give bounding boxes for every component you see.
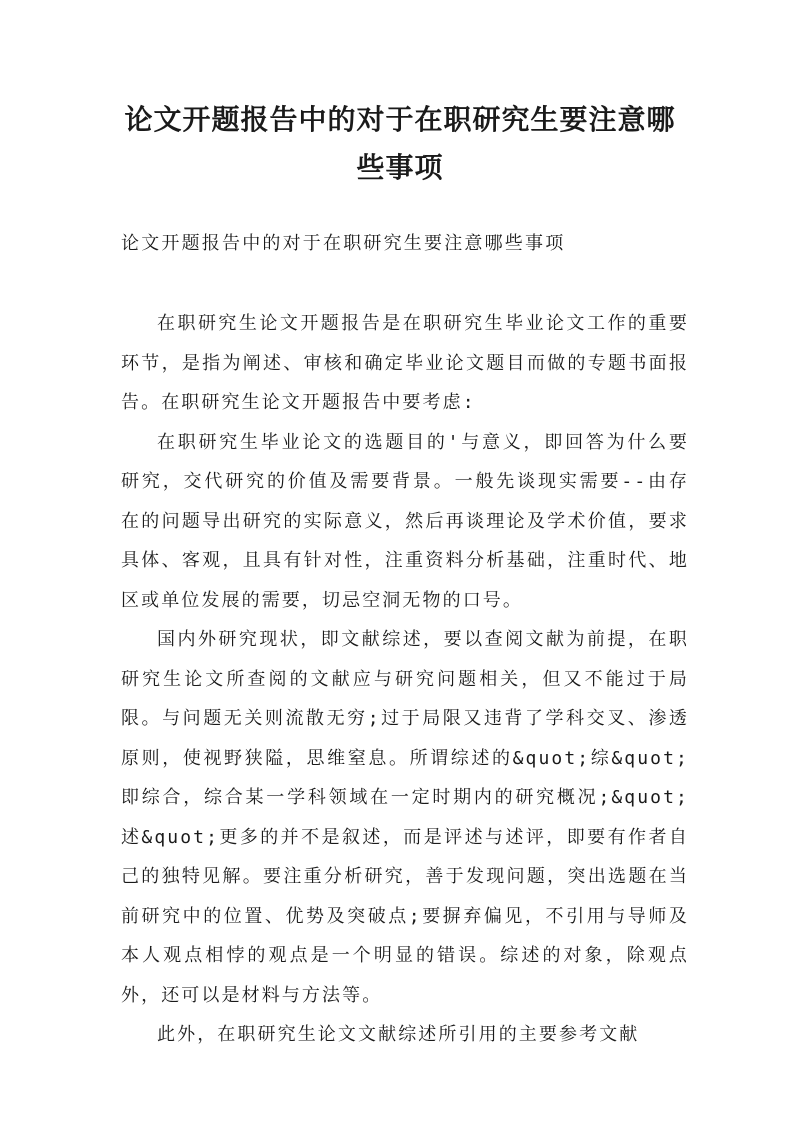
body-paragraph: 此外，在职研究生论文文献综述所引用的主要参考文献: [157, 1024, 640, 1045]
body-paragraph: 在职研究生论文开题报告是在职研究生毕业论文工作的重要环节，是指为阐述、审核和确定毕业论文题目而做的专题书面报告。在职研究生论文开题报告中要考虑:: [121, 313, 689, 413]
body-paragraph: 国内外研究现状，即文献综述，要以查阅文献为前提，在职研究生论文所查阅的文献应与研究问题相关，但又不能过于局限。与问题无关则流散无穷;过于局限又违背了学科交叉、渗透原则，使视野狭隘，思维窒息。所谓综述的&quot;综&quot;即综合，综合某一学科领域在一定时期内的研究概况;&quot;述&quot;更多的并不是叙述，而是评述与述评，即要有作者自己的独特见解。要注重分析研究，善于发现问题，突出选题在当前研究中的位置、优势及突破点;要摒弃偏见，不引用与导师及本人观点相悖的观点是一个明显的错误。综述的对象，除观点外，还可以是材料与方法等。: [121, 629, 689, 1006]
body-paragraph: 在职研究生毕业论文的选题目的'与意义，即回答为什么要研究，交代研究的价值及需要背景。一般先谈现实需要--由存在的问题导出研究的实际意义，然后再谈理论及学术价值，要求具体、客观，且具有针对性，注重资料分析基础，注重时代、地区或单位发展的需要，切忌空洞无物的口号。: [121, 431, 689, 611]
document-title: 论文开题报告中的对于在职研究生要注意哪些事项: [124, 103, 676, 184]
document-body: [121, 304, 689, 1055]
document-subtitle: 论文开题报告中的对于在职研究生要注意哪些事项: [121, 233, 566, 254]
